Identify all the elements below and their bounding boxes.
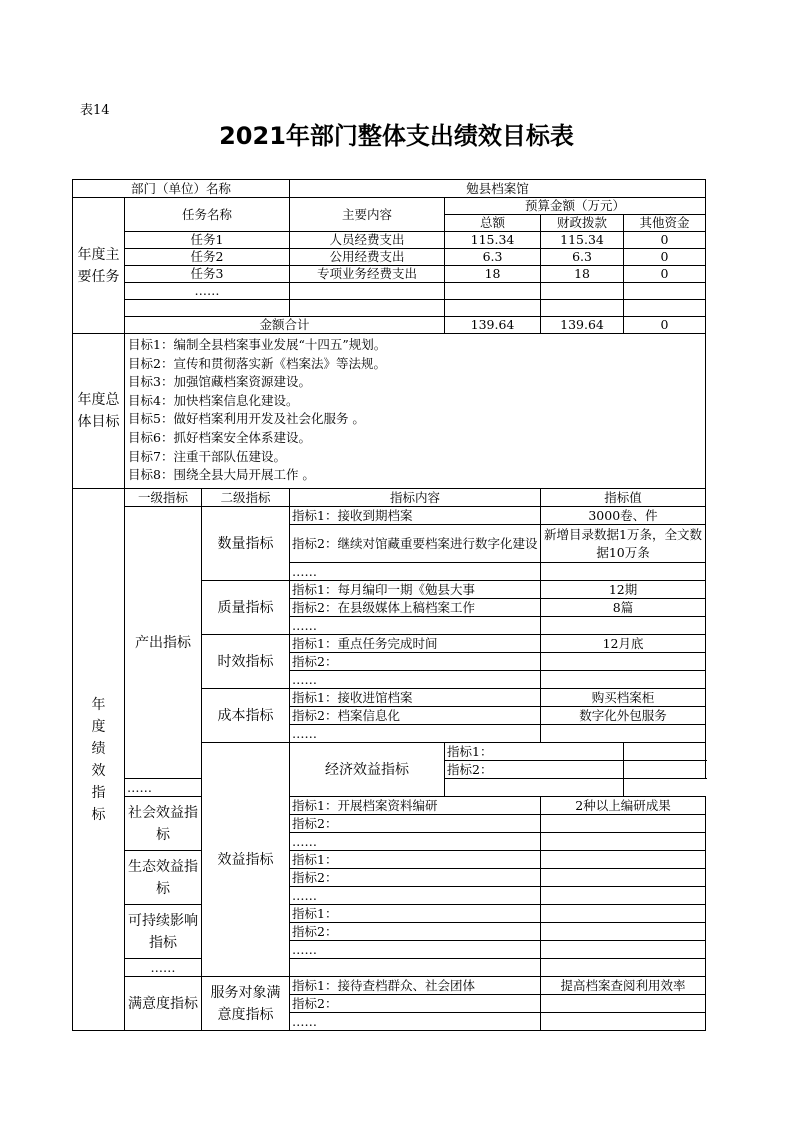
indicator-value: 2种以上编研成果 [541,797,706,815]
task-other [624,300,706,317]
task-name: 任务2 [125,249,290,266]
indicator-value: 新增目录数据1万条，全文数据10万条 [541,525,706,563]
goal-item: 目标4：加快档案信息化建设。 [128,392,299,408]
task-fiscal: 6.3 [541,249,624,266]
indicator-content: 指标2： [290,653,541,671]
goal-item: 目标6：抓好档案安全体系建设。 [128,429,311,445]
indicator-content: 指标2： [290,995,541,1013]
col-task-name: 任务名称 [125,198,290,232]
task-name [125,300,290,317]
col-budget-amount: 预算金额（万元） [445,198,706,215]
performance-target-table [72,179,706,1031]
task-row [73,266,706,283]
task-content: 人员经费支出 [290,232,445,249]
indicator-content: …… [290,725,541,743]
task-fiscal: 115.34 [541,232,624,249]
indicator-value: 购买档案柜 [541,689,706,707]
sustainable-indicator-label: 可持续影响指标 [125,905,202,959]
indicator-content: 指标2：档案信息化 [290,707,541,725]
task-content [290,300,445,317]
indicator-value [541,1013,706,1031]
cost-indicator-label: 成本指标 [202,689,290,743]
task-other [624,283,706,300]
social-indicator-label: 社会效益指标 [125,797,202,851]
goal-item: 目标1：编制全县档案事业发展“十四五”规划。 [128,337,387,352]
indicator-value [541,851,706,869]
indicator-content: 指标1： [290,851,541,869]
indicator-value [541,905,706,923]
benefit-indicators-label: 效益指标 [202,743,290,977]
indicator-value [541,833,706,851]
quantity-indicator-label: 数量指标 [202,507,290,581]
task-row [73,249,706,266]
indicator-value [445,779,624,797]
sum-other: 0 [624,317,706,334]
indicator-value: 12月底 [541,635,706,653]
indicator-content: …… [290,563,541,581]
goal-item: 目标3：加强馆藏档案资源建设。 [128,374,311,390]
annual-tasks-label: 年度主要任务 [73,198,125,334]
indicator-content: 指标1：接收进馆档案 [290,689,541,707]
indicator-value [541,887,706,905]
table-number: 表14 [80,103,110,118]
indicator-content [290,959,541,977]
indicator-content: …… [290,617,541,635]
indicator-value: 12期 [541,581,706,599]
task-total [445,283,541,300]
indicator-content: 指标1： [290,905,541,923]
goal-item: 目标5：做好档案利用开发及社会化服务 。 [128,411,365,427]
satisfaction-indicators-label: 满意度指标 [125,977,202,1031]
task-name: 任务3 [125,266,290,283]
indicator-content: 指标2： [290,815,541,833]
task-total: 6.3 [445,249,541,266]
task-content: 专项业务经费支出 [290,266,445,283]
col-fiscal: 财政拨款 [541,215,624,232]
task-content: 公用经费支出 [290,249,445,266]
indicator-value [541,653,706,671]
indicator-value [541,995,706,1013]
indicator-value [541,671,706,689]
col-level1: 一级指标 [125,489,202,507]
col-indicator-content: 指标内容 [290,489,541,507]
overall-goals-list [125,334,706,489]
col-indicator-value: 指标值 [541,489,706,507]
col-other: 其他资金 [624,215,706,232]
indicator-content: …… [290,887,541,905]
indicator-content: …… [125,779,290,797]
task-row [73,283,706,300]
indicator-content: …… [290,671,541,689]
indicator-content: 指标1：接收到期档案 [290,507,541,525]
indicator-value [541,563,706,581]
indicator-row [73,507,706,525]
indicator-value [541,923,706,941]
indicator-content: …… [290,1013,541,1031]
indicator-content: 指标2： [290,923,541,941]
indicator-content: 指标1：重点任务完成时间 [290,635,541,653]
output-indicators-label: 产出指标 [125,507,202,779]
indicator-content: 指标2：在县级媒体上稿档案工作 [290,599,541,617]
task-content [290,283,445,300]
task-row [73,232,706,249]
task-ellipsis: …… [125,283,290,300]
page-title: 2021年部门整体支出绩效目标表 [219,122,574,150]
indicator-content: 指标2：继续对馆藏重要档案进行数字化建设 [290,525,541,563]
indicator-value [541,941,706,959]
task-other: 0 [624,232,706,249]
task-fiscal [541,300,624,317]
quality-indicator-label: 质量指标 [202,581,290,635]
ecological-indicator-label: 生态效益指标 [125,851,202,905]
indicator-value [541,869,706,887]
dept-name-value: 勉县档案馆 [290,180,706,198]
indicator-row [73,851,706,869]
indicator-value [541,725,706,743]
service-satisfaction-label: 服务对象满意度指标 [202,977,290,1031]
task-other: 0 [624,266,706,283]
task-row [73,300,706,317]
sum-label: 金额合计 [125,317,445,334]
indicator-row [73,959,706,977]
indicator-value: 3000卷、件 [541,507,706,525]
task-total: 115.34 [445,232,541,249]
goal-item: 目标8：围绕全县大局开展工作 。 [128,467,315,483]
indicator-value [541,959,706,977]
indicator-content: 指标1：开展档案资料编研 [290,797,541,815]
sum-row [73,317,706,334]
indicator-value: 提高档案查阅利用效率 [541,977,706,995]
col-total: 总额 [445,215,541,232]
indicator-value [624,761,706,779]
dept-name-label: 部门（单位）名称 [73,180,290,198]
indicator-content: 指标1：每月编印一期《勉县大事 [290,581,541,599]
overall-goals-label: 年度总体目标 [73,334,125,489]
indicator-content: …… [290,833,541,851]
goal-item: 目标7：注重干部队伍建设。 [128,448,286,464]
col-main-content: 主要内容 [290,198,445,232]
timeliness-indicator-label: 时效指标 [202,635,290,689]
indicator-content: 指标2： [290,869,541,887]
task-fiscal [541,283,624,300]
sum-total: 139.64 [445,317,541,334]
indicator-value [624,743,706,761]
performance-label: 年度绩效指标 [73,489,125,1031]
indicator-content: …… [290,941,541,959]
indicator-content: 指标1：接待查档群众、社会团体 [290,977,541,995]
economic-indicator-label: 经济效益指标 [290,743,445,797]
level2-ellipsis: …… [125,959,202,977]
indicator-content: 指标1： [445,743,624,761]
indicator-row [73,977,706,995]
task-total: 18 [445,266,541,283]
task-other: 0 [624,249,706,266]
sum-fiscal: 139.64 [541,317,624,334]
indicator-value: 数字化外包服务 [541,707,706,725]
task-total [445,300,541,317]
task-name: 任务1 [125,232,290,249]
goal-item: 目标2：宣传和贯彻落实新《档案法》等法规。 [128,355,386,371]
indicator-row [73,797,706,815]
indicator-content: 指标2： [445,761,624,779]
col-level2: 二级指标 [202,489,290,507]
task-fiscal: 18 [541,266,624,283]
indicator-row [73,905,706,923]
indicator-value: 8篇 [541,599,706,617]
indicator-value [541,617,706,635]
indicator-value [541,815,706,833]
